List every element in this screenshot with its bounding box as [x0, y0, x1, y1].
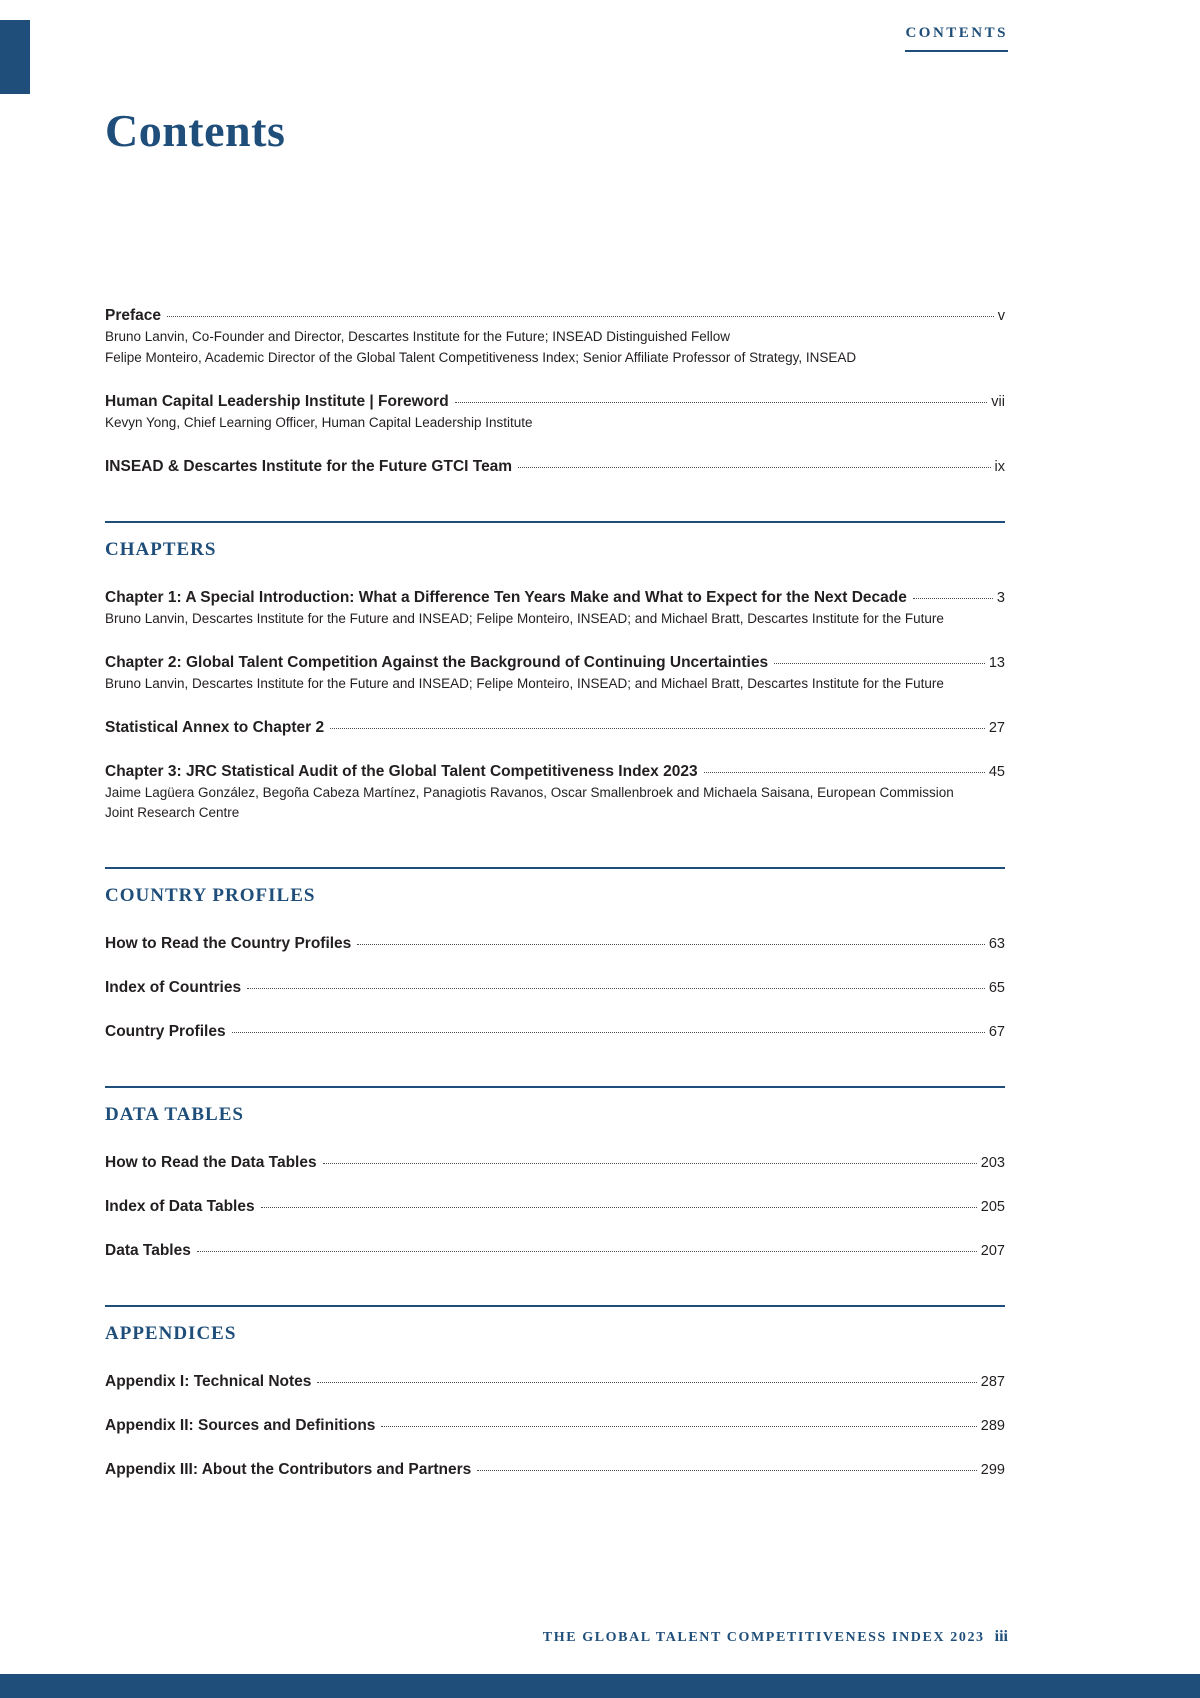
toc-section-country-profiles [105, 867, 1005, 1042]
dotted-leader [167, 316, 994, 317]
footer-report-title: THE GLOBAL TALENT COMPETITIVENESS INDEX 2023 [542, 1630, 985, 1645]
toc-section-appendices [105, 1305, 1005, 1480]
toc-entry-link[interactable] [105, 456, 1005, 477]
section-heading: CHAPTERS [105, 539, 217, 560]
toc-entry-page-number: 65 [988, 980, 1005, 996]
dotted-leader [197, 1251, 977, 1252]
dotted-leader [455, 402, 988, 403]
section-divider [105, 867, 1005, 869]
toc-entry [105, 1152, 1005, 1173]
toc-entry-link[interactable] [105, 652, 1005, 673]
toc-entry-title: How to Read the Country Profiles [105, 935, 352, 952]
section-divider [105, 1086, 1005, 1088]
toc-entry [105, 761, 1005, 823]
toc-entry-link[interactable] [105, 761, 1005, 782]
toc-entry-title: Chapter 2: Global Talent Competition Against the Background of Continuing Uncertainties [105, 654, 769, 671]
toc-entry [105, 1240, 1005, 1261]
toc-entry-link[interactable] [105, 1240, 1005, 1261]
dotted-leader [518, 467, 990, 468]
toc-entry-title: Chapter 3: JRC Statistical Audit of the Global Talent Competitiveness Index 2023 [105, 763, 698, 780]
toc-entry-link[interactable] [105, 391, 1005, 412]
toc-entry-link[interactable] [105, 1415, 1005, 1436]
toc-entry-authors: Jaime Lagüera González, Begoña Cabeza Martínez, Panagiotis Ravanos, Oscar Smallenbroek and Michaela Saisana, European Commission Joint Research Centre [105, 785, 954, 820]
toc-entry-title: Appendix I: Technical Notes [105, 1373, 312, 1390]
toc-entry-page-number: 67 [988, 1024, 1005, 1040]
toc-entry-title: Human Capital Leadership Institute | Foreword [105, 393, 449, 410]
dotted-leader [357, 944, 985, 945]
toc-entry-link[interactable] [105, 1371, 1005, 1392]
toc-entry [105, 1459, 1005, 1480]
toc-entry-page-number: 203 [980, 1155, 1005, 1171]
dotted-leader [232, 1032, 985, 1033]
toc-entry-page-number: 13 [988, 655, 1005, 671]
section-heading: APPENDICES [105, 1323, 237, 1344]
toc-entry-title: How to Read the Data Tables [105, 1154, 317, 1171]
toc-entry [105, 1415, 1005, 1436]
page-title: Contents [105, 105, 286, 156]
toc-entry-link[interactable] [105, 717, 1005, 738]
dotted-leader [381, 1426, 976, 1427]
dotted-leader [477, 1470, 977, 1471]
section-divider [105, 521, 1005, 523]
toc-entry [105, 977, 1005, 998]
section-heading: COUNTRY PROFILES [105, 885, 316, 906]
toc-entry [105, 587, 1005, 629]
toc-entry-page-number: 63 [988, 936, 1005, 952]
toc-entry-authors: Bruno Lanvin, Co-Founder and Director, Descartes Institute for the Future; INSEAD Distinguished Fellow [105, 329, 731, 344]
toc-entry-link[interactable] [105, 1152, 1005, 1173]
table-of-contents [105, 305, 1005, 1480]
toc-entry-page-number: vii [991, 394, 1005, 410]
toc-entry-link[interactable] [105, 587, 1005, 608]
toc-entry-link[interactable] [105, 1021, 1005, 1042]
toc-entry-link[interactable] [105, 305, 1005, 326]
toc-entry-page-number: 287 [980, 1374, 1005, 1390]
toc-entry-authors: Kevyn Yong, Chief Learning Officer, Human Capital Leadership Institute [105, 415, 533, 430]
toc-entry-title: Chapter 1: A Special Introduction: What a Difference Ten Years Make and What to Expect for the Next Decade [105, 589, 907, 606]
toc-entry-page-number: 45 [988, 764, 1005, 780]
content-column [105, 104, 1005, 1480]
toc-entry-page-number: 299 [980, 1462, 1005, 1478]
toc-entry [105, 652, 1005, 694]
dotted-leader [913, 598, 993, 599]
dotted-leader [323, 1163, 977, 1164]
toc-entry-link[interactable] [105, 933, 1005, 954]
toc-entry-page-number: v [997, 308, 1005, 324]
toc-entry [105, 1196, 1005, 1217]
toc-entry-title: Appendix II: Sources and Definitions [105, 1417, 376, 1434]
toc-entry-page-number: 289 [980, 1418, 1005, 1434]
toc-entry-link[interactable] [105, 1459, 1005, 1480]
dotted-leader [774, 663, 985, 664]
corner-accent-block [0, 20, 30, 94]
running-header [905, 24, 1008, 52]
toc-entry [105, 717, 1005, 738]
toc-entry-title: Index of Countries [105, 979, 242, 996]
toc-entry-title: INSEAD & Descartes Institute for the Future GTCI Team [105, 458, 513, 475]
toc-entry-title: Data Tables [105, 1242, 191, 1259]
toc-section-data-tables [105, 1086, 1005, 1261]
toc-entry-authors: Bruno Lanvin, Descartes Institute for the Future and INSEAD; Felipe Monteiro, INSEAD; and Michael Bratt, Descartes Institute for the Future [105, 676, 944, 691]
bottom-accent-bar [0, 1674, 1200, 1698]
toc-section-chapters [105, 521, 1005, 823]
toc-entry-link[interactable] [105, 1196, 1005, 1217]
toc-entry [105, 933, 1005, 954]
dotted-leader [261, 1207, 977, 1208]
toc-entry-title: Preface [105, 307, 162, 324]
toc-entry-page-number: 27 [988, 720, 1005, 736]
toc-entry-title: Country Profiles [105, 1023, 226, 1040]
toc-entry-title: Appendix III: About the Contributors and Partners [105, 1461, 472, 1478]
toc-entry-page-number: 207 [980, 1243, 1005, 1259]
toc-entry [105, 1371, 1005, 1392]
toc-entry [105, 456, 1005, 477]
running-header-label: CONTENTS [905, 25, 1008, 52]
toc-entry-title: Index of Data Tables [105, 1198, 255, 1215]
toc-entry-authors: Bruno Lanvin, Descartes Institute for the Future and INSEAD; Felipe Monteiro, INSEAD; and Michael Bratt, Descartes Institute for the Future [105, 611, 944, 626]
page-footer [543, 1628, 1008, 1646]
footer-page-number: iii [994, 1628, 1008, 1645]
toc-entry-link[interactable] [105, 977, 1005, 998]
toc-entry-page-number: 3 [996, 590, 1005, 606]
toc-entry-authors: Felipe Monteiro, Academic Director of the Global Talent Competitiveness Index; Senior Affiliate Professor of Strategy, INSEAD [105, 350, 857, 365]
toc-entry-page-number: 205 [980, 1199, 1005, 1215]
toc-entry-title: Statistical Annex to Chapter 2 [105, 719, 325, 736]
toc-entry [105, 305, 1005, 368]
toc-entry-page-number: ix [994, 459, 1005, 475]
toc-section-front-matter [105, 305, 1005, 477]
dotted-leader [317, 1382, 976, 1383]
toc-entry [105, 1021, 1005, 1042]
dotted-leader [704, 772, 985, 773]
toc-entry [105, 391, 1005, 433]
section-heading: DATA TABLES [105, 1104, 244, 1125]
section-divider [105, 1305, 1005, 1307]
dotted-leader [247, 988, 985, 989]
dotted-leader [330, 728, 985, 729]
